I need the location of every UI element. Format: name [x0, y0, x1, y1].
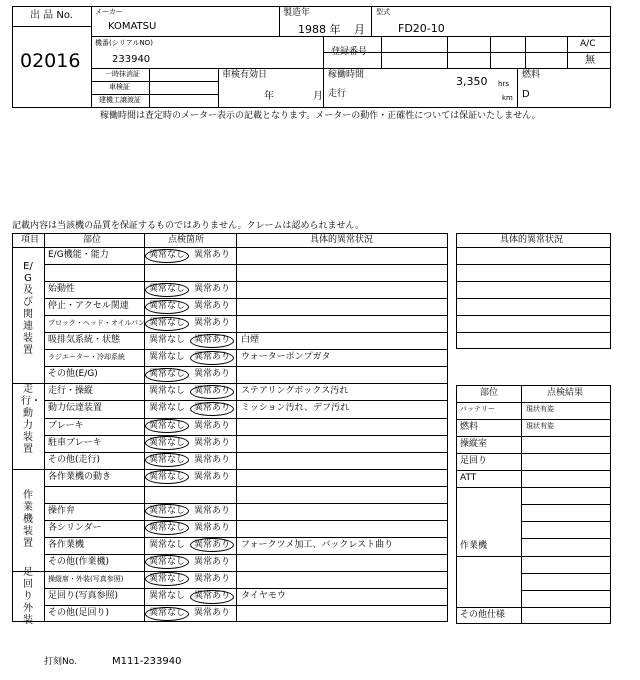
model-value: FD20-10	[398, 22, 445, 35]
selected-mark-normal	[145, 317, 189, 331]
normal-option: 異常なし	[149, 318, 186, 329]
row-part: 各作業機	[48, 539, 85, 550]
row-part: 走行・操縦	[48, 386, 94, 397]
selected-mark-normal	[145, 419, 189, 433]
selected-mark-abnormal	[190, 402, 234, 416]
normal-option: 異常なし	[149, 471, 186, 482]
row-detail: タイヤモウ	[241, 591, 286, 601]
abnormal-option: 異常あり	[194, 454, 231, 465]
abnormal-option: 異常あり	[194, 386, 231, 397]
stamp-label: 打刻No.	[44, 657, 77, 667]
results-cell: 燃料	[460, 422, 479, 433]
results-cell: 部位	[480, 388, 499, 398]
serial-value: 233940	[112, 54, 151, 65]
normal-option: 異常なし	[149, 573, 186, 584]
selected-mark-abnormal	[190, 590, 234, 604]
results-cell: 現状有姿	[526, 422, 554, 431]
normal-option: 異常なし	[149, 386, 186, 397]
row-part: 各作業機の動き	[48, 471, 112, 482]
results-cell: ATT	[460, 473, 477, 484]
row-detail: 白煙	[241, 335, 260, 346]
hours-value: 3,350	[456, 75, 488, 88]
results-cell: 作業機	[460, 541, 488, 552]
row-part: 操作弁	[48, 505, 76, 516]
normal-option: 異常なし	[149, 352, 186, 363]
abnormal-option: 異常あり	[194, 471, 231, 482]
selected-mark-abnormal	[190, 385, 234, 399]
abnormal-option: 異常あり	[194, 250, 231, 260]
normal-option: 異常なし	[149, 420, 186, 431]
abnormal-option: 異常あり	[194, 522, 231, 533]
row-part: 停止・アクセル関連	[48, 301, 129, 312]
abnormal-option: 異常あり	[194, 539, 231, 550]
abnormal-option: 異常あり	[194, 318, 231, 329]
abnormal-option: 異常あり	[194, 608, 231, 619]
abnormal-option: 異常あり	[194, 420, 231, 431]
fuel-label: 燃料	[522, 70, 541, 80]
maker-value: KOMATSU	[108, 21, 157, 32]
group-label: 足回り外装	[23, 566, 33, 626]
selected-mark-normal	[145, 283, 189, 297]
travel-unit: km	[502, 94, 513, 102]
lot-label: 出 品 No.	[30, 10, 73, 21]
results-cell: 足回り	[460, 456, 488, 467]
ac-value: 無	[585, 55, 595, 66]
normal-option: 異常なし	[149, 505, 186, 516]
normal-option: 異常なし	[149, 369, 186, 380]
row-part: 駐車ブレーキ	[48, 437, 102, 448]
col-part: 部位	[83, 235, 102, 245]
row-detail: ステアリングボックス汚れ	[241, 386, 349, 397]
selected-mark-normal	[145, 300, 189, 314]
selected-mark-normal	[145, 436, 189, 450]
group-label: 作業機装置	[23, 489, 33, 549]
results-cell: その他仕様	[460, 609, 506, 620]
row-part: 各シリンダー	[48, 522, 102, 533]
row-part: ブロック・ヘッド・オイルパン	[48, 319, 146, 328]
normal-option: 異常なし	[149, 591, 186, 601]
construction-cert-label: 建機工譲渡証	[99, 96, 141, 104]
selected-mark-normal	[145, 249, 189, 263]
year-value: 1988 年	[298, 23, 341, 36]
row-detail: ウォーターポンプガタ	[241, 352, 331, 363]
maker-label: メーカー	[95, 8, 123, 16]
normal-option: 異常なし	[149, 301, 186, 312]
ac-label: A/C	[580, 39, 596, 49]
row-part: その他(走行)	[48, 454, 101, 465]
row-part: その他(足回り)	[48, 608, 110, 619]
inspection-cert-label: 車検証	[109, 83, 130, 91]
abnormal-option: 異常あり	[194, 335, 231, 346]
abnormal-option: 異常あり	[194, 437, 231, 448]
abnormal-option: 異常あり	[194, 556, 231, 567]
results-cell: 点検結果	[547, 388, 584, 398]
temp-plate-label: 一時抹消証	[105, 70, 140, 78]
row-detail: フォークツメ加工、バックレスト曲り	[241, 539, 394, 550]
year-month-suffix: 月	[354, 23, 365, 36]
col-detail: 具体的異常状況	[310, 235, 374, 245]
row-part: ブレーキ	[48, 420, 84, 431]
row-part: 足回り(写真参照)	[48, 591, 119, 601]
expiry-year-suffix: 年	[264, 91, 274, 102]
normal-option: 異常なし	[149, 539, 186, 550]
selected-mark-normal	[145, 607, 189, 621]
hours-label: 稼働時間	[328, 70, 365, 80]
disclaimer: 記載内容は当該機の品質を保証するものではありません。クレームは認められません。	[12, 221, 365, 231]
abnormal-option: 異常あり	[194, 573, 231, 584]
row-part: 始動性	[48, 284, 76, 295]
abnormal-option: 異常あり	[194, 505, 231, 516]
travel-label: 走行	[328, 89, 347, 99]
inspection-expiry-label: 車検有効日	[222, 70, 268, 80]
row-part: 吸排気系統・状態	[48, 335, 121, 346]
selected-mark-abnormal	[190, 334, 234, 348]
results-cell: 操縦室	[460, 439, 488, 450]
right-detail-title: 具体的異常状況	[500, 235, 564, 245]
serial-label: 機番(シリアルNO)	[95, 39, 153, 47]
normal-option: 異常なし	[149, 454, 186, 465]
registration-label: 登録番号	[331, 47, 368, 57]
selected-mark-normal	[145, 368, 189, 382]
hours-unit: hrs	[498, 80, 509, 88]
normal-option: 異常なし	[149, 608, 186, 619]
row-part: 動力伝達装置	[48, 403, 103, 414]
selected-mark-normal	[145, 453, 189, 467]
row-part: 操縦席・外装(写真参照)	[48, 574, 124, 583]
fuel-value: D	[522, 89, 530, 100]
normal-option: 異常なし	[149, 556, 186, 567]
row-part: その他(E/G)	[48, 369, 98, 380]
group-label: 走行・動力装置	[21, 384, 41, 456]
expiry-month-suffix: 月	[313, 91, 323, 102]
meter-note: 稼働時間は査定時のメーター表示の記載となります。メーターの動作・正確性については保証いたしません。	[100, 111, 541, 121]
abnormal-option: 異常あり	[194, 591, 231, 601]
normal-option: 異常なし	[149, 335, 186, 346]
row-detail: ミッション汚れ、デフ汚れ	[241, 403, 350, 414]
col-check: 点検箇所	[168, 235, 205, 245]
selected-mark-abnormal	[190, 351, 234, 365]
row-part: ラジエーター・冷却系統	[48, 353, 125, 362]
group-label: E/G及び関連装置	[23, 261, 33, 357]
results-cell: バッテリー	[460, 405, 495, 414]
abnormal-option: 異常あり	[194, 369, 231, 380]
row-part: その他(作業機)	[48, 556, 110, 567]
normal-option: 異常なし	[149, 403, 186, 414]
year-label: 製造年	[283, 8, 311, 18]
model-label: 型式	[376, 8, 390, 16]
row-part: E/G機能・能力	[48, 250, 109, 260]
normal-option: 異常なし	[149, 284, 186, 295]
results-cell: 現状有姿	[526, 405, 554, 414]
abnormal-option: 異常あり	[194, 403, 231, 414]
abnormal-option: 異常あり	[194, 301, 231, 312]
normal-option: 異常なし	[149, 437, 186, 448]
abnormal-option: 異常あり	[194, 284, 231, 295]
abnormal-option: 異常あり	[194, 352, 231, 363]
stamp-value: M111-233940	[112, 656, 182, 667]
normal-option: 異常なし	[149, 250, 186, 260]
col-item: 項目	[21, 235, 40, 245]
lot-number: 02016	[20, 50, 81, 72]
normal-option: 異常なし	[149, 522, 186, 533]
